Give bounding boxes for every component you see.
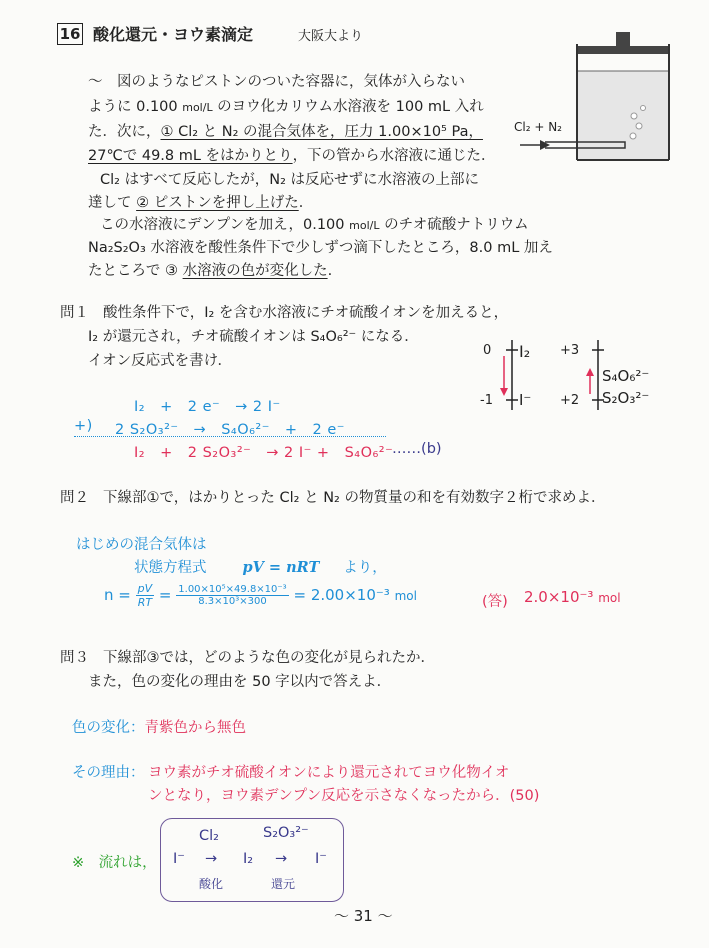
- flow-label: ※ 流れは，: [72, 855, 157, 871]
- half-reaction-thiosulfate: 2 S₂O₃²⁻ → S₄O₆²⁻ + 2 e⁻: [115, 422, 345, 438]
- q2-label: 問２: [60, 490, 89, 506]
- piston-head: [577, 46, 669, 54]
- q1-text: I₂ が還元され，チオ硫酸イオンは S₄O₆²⁻ になる．: [88, 329, 419, 345]
- q3-text: また，色の変化の理由を 50 字以内で答えよ．: [88, 674, 392, 690]
- q1-text: 酸性条件下で，I₂ を含む水溶液にチオ硫酸イオンを加えると，: [103, 305, 509, 321]
- overall-reaction: I₂ + 2 S₂O₃²⁻ → 2 I⁻ + S₄O₆²⁻: [134, 445, 394, 461]
- ox-level-0: 0: [483, 343, 492, 358]
- species-tetrathionate: S₄O₆²⁻: [602, 367, 650, 385]
- problem-number: 16: [57, 23, 83, 45]
- gas-label: Cl₂ + N₂: [514, 120, 562, 134]
- intro-line: 27℃で 49.8 mL をはかりとり，下の管から水溶液に通じた．: [88, 148, 496, 164]
- q2-answer-label: (答): [482, 594, 508, 610]
- half-reaction-iodine: I₂ + 2 e⁻ → 2 I⁻: [134, 399, 281, 415]
- q2-text: 下線部①で，はかりとった Cl₂ と N₂ の物質量の和を有効数字２桁で求めよ．: [103, 490, 606, 506]
- q2-calculation: n = $\frac{pV}{RT}$ = $\frac{\text{1.00×10⁵×49.8×10⁻³}}{\text{8.3×10³×300}}$ = 2.00×10⁻³ mol: [104, 582, 417, 609]
- intro-line: Na₂S₂O₃ 水溶液を酸性条件下で少しずつ滴下したところ，8.0 mL 加え: [88, 240, 553, 256]
- flow-arrow: →: [205, 851, 218, 867]
- problem-source: 大阪大より: [298, 29, 364, 44]
- q3-reason-line: ンとなり，ヨウ素デンプン反応を示さなくなったから．(50): [148, 788, 540, 804]
- flow-oxidant: Cl₂: [199, 828, 219, 844]
- q3-label: 問３: [60, 650, 89, 666]
- q2-final-answer: 2.0×10⁻³ mol: [524, 588, 621, 606]
- flow-box: [160, 818, 344, 902]
- flow-species: I⁻: [173, 851, 185, 867]
- q3-text: 下線部③では，どのような色の変化が見られたか．: [103, 650, 435, 666]
- page-number: ～ 31 ～: [334, 907, 393, 925]
- flow-arrow: →: [275, 851, 288, 867]
- ox-level-plus2: +2: [560, 393, 580, 408]
- intro-line: この水溶液にデンプンを加え，0.100 mol/L のチオ硫酸ナトリウム: [100, 217, 529, 233]
- intro-line: ～ 図のようなピストンのついた容器に，気体が入らない: [88, 74, 465, 90]
- intro-line: た．次に，① Cl₂ と N₂ の混合気体を，圧力 1.00×10⁵ Pa，: [88, 124, 483, 140]
- intro-line: たところで ③ 水溶液の色が変化した.: [88, 263, 333, 279]
- q3-reason-label: その理由：: [72, 765, 145, 781]
- q3-color-answer: 色の変化：青紫色から無色: [72, 720, 246, 736]
- sum-divider: [74, 436, 386, 437]
- problem-title: 酸化還元・ヨウ素滴定: [93, 25, 254, 44]
- species-iodide: I⁻: [519, 391, 532, 409]
- q2-answer-law: 状態方程式 pV = nRT より，: [134, 559, 387, 576]
- underline-1: ① Cl₂ と N₂ の混合気体を，圧力 1.00×10⁵ Pa，: [160, 124, 483, 140]
- q3-reason-line: ヨウ素がチオ硫酸イオンにより還元されてヨウ化物イオ: [148, 765, 510, 781]
- flow-reduction-label: 還元: [271, 877, 296, 891]
- reaction-tag: ‥‥‥(b): [392, 441, 442, 457]
- ox-level-minus1: -1: [480, 393, 493, 408]
- underline-3: 水溶液の色が変化した: [182, 263, 328, 279]
- species-thiosulfate: S₂O₃²⁻: [602, 389, 650, 407]
- intro-line: Cl₂ はすべて反応したが，N₂ は反応せずに水溶液の上部に: [100, 172, 480, 188]
- q2-answer-intro: はじめの混合気体は: [76, 537, 207, 553]
- flow-reductant: S₂O₃²⁻: [263, 825, 309, 841]
- flow-oxidation-label: 酸化: [199, 877, 224, 891]
- piston-rod: [616, 32, 630, 48]
- intro-line: ように 0.100 mol/L のヨウ化カリウム水溶液を 100 mL 入れ: [88, 99, 484, 115]
- flow-species: I⁻: [315, 851, 327, 867]
- piston-container-figure: [505, 32, 675, 172]
- q1-label: 問１: [60, 305, 89, 321]
- ox-level-plus3: +3: [560, 343, 580, 358]
- underline-2: ② ピストンを押し上げた: [136, 195, 299, 211]
- species-i2: I₂: [519, 342, 531, 361]
- underline-1-cont: 27℃で 49.8 mL をはかりとり: [88, 148, 293, 164]
- flow-species: I₂: [243, 851, 254, 867]
- solution: [578, 71, 668, 159]
- eq-plus-sign: +): [74, 418, 93, 434]
- intro-line: 達して ② ピストンを押し上げた．: [88, 195, 314, 211]
- q1-text: イオン反応式を書け．: [88, 353, 232, 369]
